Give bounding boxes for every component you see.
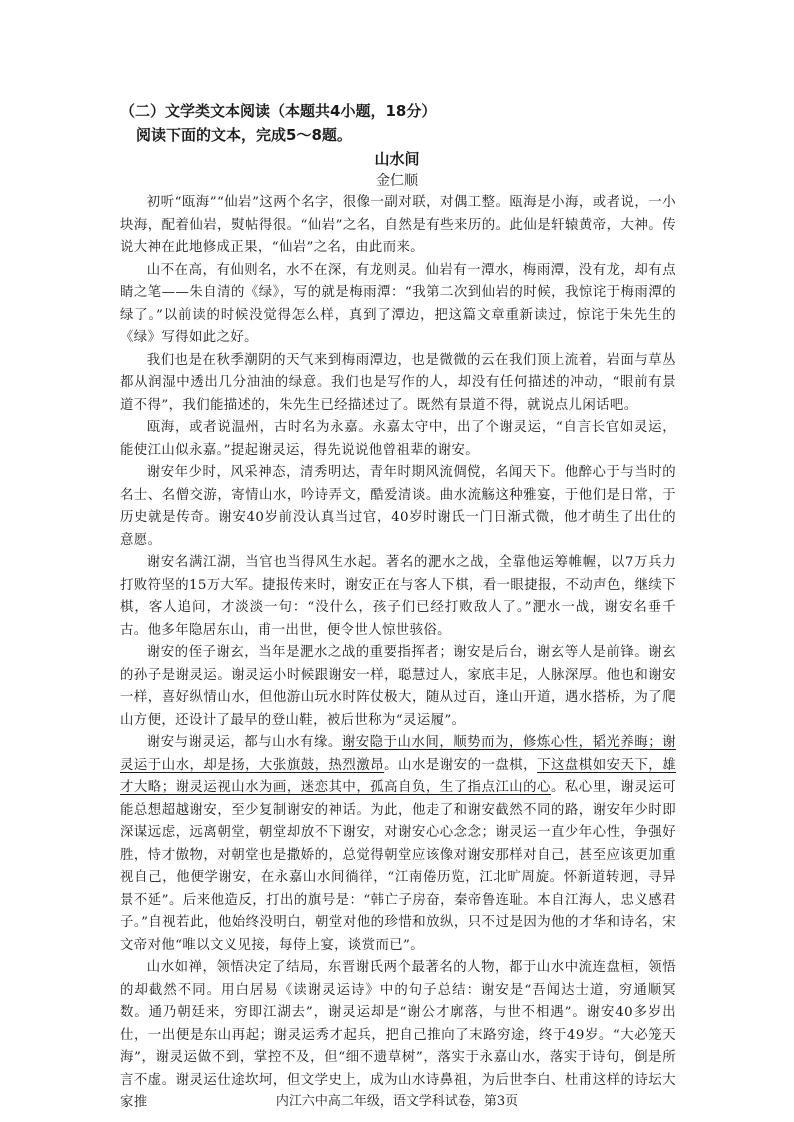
paragraph: 谢安的侄子谢玄，当年是淝水之战的重要指挥者；谢安是后台，谢玄等人是前锋。谢玄的孙子是谢灵运。谢灵运小时候跟谢安一样，聪慧过人，家底丰足，人脉深厚。他也和谢安一样，喜好纵情山水，但他游山玩水时阵仗极大，随从过百，逢山开道，遇水搭桥，为了爬山方便，还设计了最早的登山鞋，被后世称为“灵运履”。: [120, 645, 676, 728]
underlined-phrase: 下这盘棋如安天下，雄才大略；谢灵运视山水为画，迷恋其中，孤高自负，生了指点江山的心: [120, 757, 677, 795]
paragraph: 我们也是在秋季潮阴的天气来到梅雨潭边，也是微微的云在我们顶上流着，岩面与草丛都从润湿中透出几分油油的绿意。我们也是写作的人，却没有任何描述的冲动，“眼前有景道不得”，我们能描述的，朱先生已经描述过了。既然有景道不得，就说点儿闲话吧。: [120, 352, 676, 413]
paragraph-with-underlines: 谢安与谢灵运，都与山水有缘。谢安隐于山水间，顺势而为，修炼心性，韬光养晦；谢灵运于山水，却是扬，大张旗鼓，热烈激昂。山水是谢安的一盘棋，下这盘棋如安天下，雄才大略；谢灵运视山水为画，迷恋其中，孤高自负，生了指点江山的心。私心里，谢灵运可能总想超越谢安，至少复制谢安的神话。为此，他走了和谢安截然不同的路，谢安年少时即深谋远虑，远离朝堂，朝堂却放不下谢安，对谢安心心念念；谢灵运一直少年心性，争强好胜，恃才傲物，对朝堂也是撒娇的，总觉得朝堂应该像对谢安那样对自己，甚至应该更加重视自己，他便学谢安，在永嘉山水间徜徉，“江南倦历览，江北旷周旋。怀新道转迥，寻异景不延”。后来他造反，打出的旗号是：“韩亡子房奋，秦帝鲁连耻。本自江海人，忠义感君子。”自视若此，他始终没明白，朝堂对他的珍惜和放纵，只不过是因为他的才华和诗名，宋文帝对他“唯以文义见接，每侍上宴，谈赏而已”。: [120, 735, 677, 953]
essay-author: 金仁顺: [376, 173, 418, 189]
paragraph: 山水如禅，领悟决定了结局，东晋谢氏两个最著名的人物，都于山水中流连盘桓，领悟的却截然不同。用白居易《读谢灵运诗》中的句子总结：谢安是“吾闻达士道，穷通顺冥数。通乃朝廷来，穷即江湖去”，谢灵运却是“谢公才廓落，与世不相遇”。谢安40多岁出仕，一出便是东山再起；谢灵运秀才起兵，把自己推向了末路穷途，终于49岁。“大必笼天海”，谢灵运做不到，掌控不及，但“细不遗草树”，落实于永嘉山水，落实于诗句，倒是所言不虚。谢灵运仕途坎坷，但文学史上，成为山水诗鼻祖，为后世李白、杜甫这样的诗坛大家推: [120, 960, 676, 1110]
underlined-phrase: 谢安隐于山水间，顺势而为，修炼心性，韬光养晦；谢灵运于山水，却是扬，大张旗鼓，热烈激昂: [120, 735, 676, 773]
essay-body: [120, 192, 676, 1115]
paragraph: 瓯海，或者说温州，古时名为永嘉。永嘉太守中，出了个谢灵运，“自言长官如灵运，能使江山似永嘉。”提起谢灵运，得先说说他曾祖辈的谢安。: [120, 420, 676, 458]
essay-title: 山水间: [374, 150, 420, 168]
section-title: （二）文学类文本阅读（本题共4小题，18分）: [120, 102, 437, 120]
reading-instruction: 阅读下面的文本，完成5～8题。: [136, 126, 352, 144]
paragraph: 初听“瓯海”“仙岩”这两个名字，很像一副对联，对偶工整。瓯海是小海，或者说，一小块海，配着仙岩，熨帖得很。“仙岩”之名，自然是有些来历的。此仙是轩辕黄帝，大神。传说大神在此地修成正果，“仙岩”之名，由此而来。: [120, 195, 676, 255]
paragraph: 谢安名满江湖，当官也当得风生水起。著名的淝水之战，全靠他运筹帷幄，以7万兵力打败符坚的15万大军。捷报传来时，谢安正在与客人下棋，看一眼捷报，不动声色，继续下棋，客人追问，才淡淡一句：“没什么，孩子们已经打败敌人了。”淝水一战，谢安名垂千古。他多年隐居东山，甫一出世，便令世人惊世骇俗。: [120, 555, 676, 638]
paragraph: 山不在高，有仙则名，水不在深，有龙则灵。仙岩有一潭水，梅雨潭，没有龙，却有点睛之笔——朱自清的《绿》，写的就是梅雨潭：“我第二次到仙岩的时候，我惊诧于梅雨潭的绿了。”以前读的时候没觉得怎么样，真到了潭边，把这篇文章重新读过，惊诧于朱先生的《绿》写得如此之好。: [120, 262, 676, 345]
paragraph: 谢安年少时，风采神态，清秀明达，青年时期风流倜傥，名闻天下。他醉心于与当时的名士、名僧交游，寄情山水，吟诗弄文，酷爱清谈。曲水流觞这种雅宴，于他们是日常，于历史就是传奇。谢安40岁前没认真当过官，40岁时谢氏一门日渐式微，他才萌生了出仕的意愿。: [120, 465, 676, 548]
page-footer: 内江六中高二年级，语文学科试卷，第3页: [275, 1094, 519, 1109]
